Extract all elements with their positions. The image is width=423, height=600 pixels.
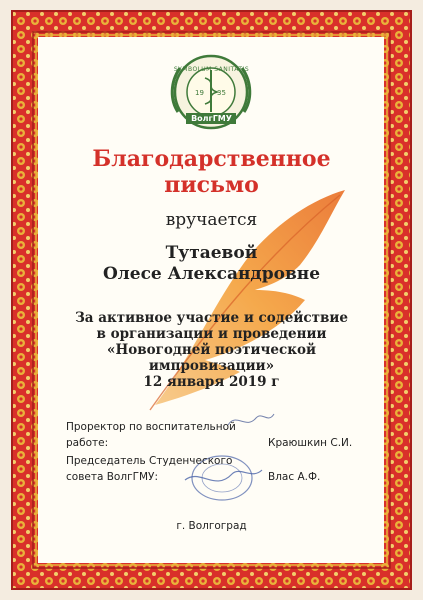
body-line-2: в организации и проведении — [96, 326, 327, 342]
event-date: 12 января 2019 г — [143, 374, 280, 390]
signatory-1-title-line-2: работе: — [66, 437, 109, 449]
body-line-4: импровизации» — [148, 358, 275, 374]
recipient-surname: Тутаевой — [165, 243, 258, 263]
city: г. Волгоград — [176, 520, 247, 532]
emblem-year-left: 19 — [195, 89, 204, 97]
signatory-2-title-line-2: совета ВолгГМУ: — [66, 471, 158, 483]
title-line-1: Благодарственное — [92, 146, 331, 172]
signatory-1-title-line-1: Проректор по воспитательной — [66, 421, 236, 433]
signatory-1-name: Краюшкин С.И. — [268, 437, 353, 449]
signatory-2-title-line-1: Председатель Студенческого — [66, 455, 233, 467]
emblem-org-name: ВолгГМУ — [191, 114, 232, 123]
title-line-2: письмо — [164, 172, 259, 198]
recipient-given-names: Олесе Александровне — [102, 264, 321, 284]
emblem-year-right: 35 — [217, 89, 226, 97]
body-line-1: За активное участие и содействие — [75, 310, 348, 326]
signatory-2-name: Влас А.Ф. — [268, 471, 321, 483]
emblem-motto: SYMBOLUM SANITATIS — [173, 66, 250, 73]
subtitle: вручается — [165, 210, 258, 230]
body-line-3: «Новогодней поэтической — [107, 342, 316, 358]
